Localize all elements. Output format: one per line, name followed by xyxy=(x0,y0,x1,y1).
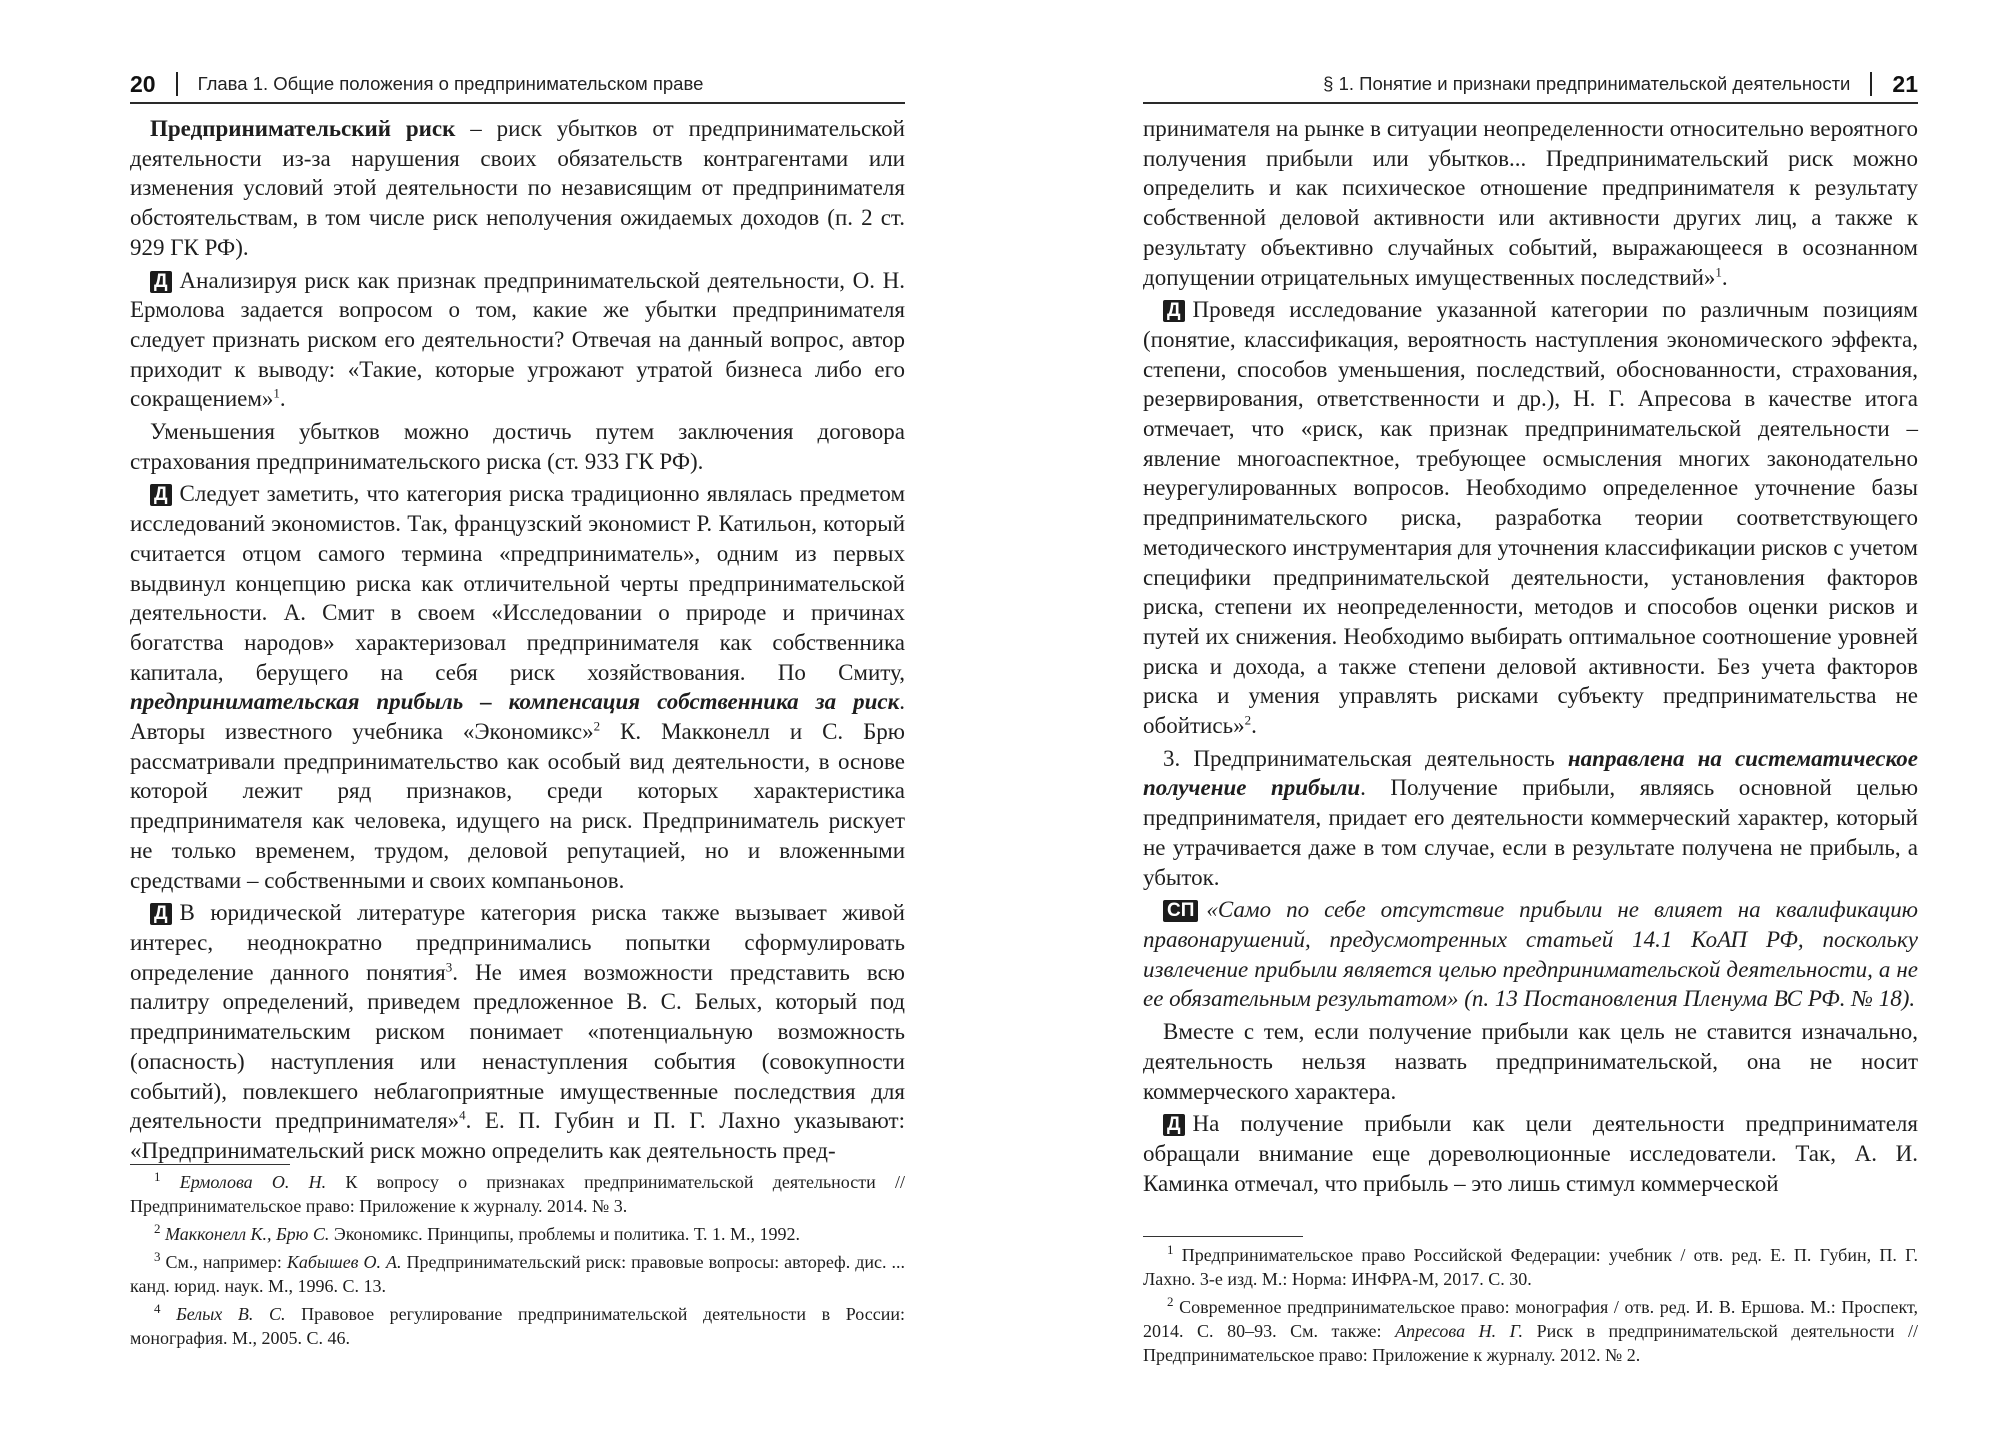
marker-badge: Д xyxy=(150,903,172,925)
footnote-ref: 3 xyxy=(154,1249,161,1264)
text-run: . xyxy=(1251,713,1257,739)
paragraph xyxy=(1143,895,1918,1014)
right-body-text xyxy=(1143,114,1918,1201)
text-run: направлена на систематическое получение прибыли xyxy=(1143,745,1919,801)
right-footnote-rule xyxy=(1143,1236,1303,1237)
text-run: На получение прибыли как цели деятельности предпринимателя обращали внимание еще дореволюционные исследователи. Так, А. И. Каминка отмечал, что прибыль – это лишь стимул коммерческой xyxy=(1143,1111,1918,1196)
text-run: К. Макконелл и С. Брю рассматривали предпринимательство как особый вид деятельности, в основе которой лежит ряд признаков, среди которых характеристика предпринимателя как человека, идущего на риск. Предприниматель рискует не только временем, трудом, деловой репутацией, но и вложенными средствами – собственными и своих компаньонов. xyxy=(130,719,905,893)
text-run: Ермолова О. Н. xyxy=(179,1172,327,1192)
text-run: В юридической литературе категория риска также вызывает живой интерес, неоднократно предпринимались попытки сформулировать определение данного понятия xyxy=(130,900,905,985)
text-run: . Авторы известного учебника «Экономикс» xyxy=(130,689,905,745)
marker-badge: Д xyxy=(1163,300,1185,322)
paragraph xyxy=(1143,744,1918,893)
paragraph xyxy=(130,417,905,476)
text-run: К вопросу о признаках предпринимательской деятельности // Предпринимательское право: Приложение к журналу. 2014. № 3. xyxy=(130,1172,905,1216)
text-run: . Е. П. Губин и П. Г. Лахно указывают: «Предпринимательский риск можно определить как деятельность пред- xyxy=(130,1108,905,1163)
text-run: Макконелл К., Брю С. xyxy=(165,1224,330,1244)
text-run: Уменьшения убытков можно достичь путем заключения договора страхования предпринимательского риска (ст. 933 ГК РФ). xyxy=(130,419,905,474)
text-run: . Получение прибыли, являясь основной целью предпринимателя, придает его деятельности коммерческий характер, который не утрачивается даже в том случае, если в результате получена не прибыль, а убыток. xyxy=(1143,775,1918,890)
footnote-ref: 1 xyxy=(273,385,280,401)
footnote-ref: 1 xyxy=(1715,263,1722,279)
paragraph xyxy=(1143,1243,1918,1291)
marker-badge: СП xyxy=(1163,900,1198,922)
text-run: «Само по себе отсутствие прибыли не влияет на квалификацию правонарушений, предусмотренных статьей 14.1 КоАП РФ, поскольку извлечение прибыли является целью предпринимательской деятельности, а не ее обязательным результатом» (п. 13 Постановления Пленума ВС РФ. № 18). xyxy=(1143,897,1918,1012)
text-run xyxy=(161,1172,180,1192)
footnote-ref: 2 xyxy=(1167,1294,1174,1309)
paragraph xyxy=(130,1302,905,1350)
text-run: Предпринимательское право Российской Федерации: учебник / отв. ред. Е. П. Губин, П. Г. Лахно. 3-е изд. М.: Норма: ИНФРА-М, 2017. С. 30. xyxy=(1143,1245,1918,1289)
text-run: . xyxy=(1721,264,1728,290)
footnote-ref: 1 xyxy=(1167,1242,1174,1257)
footnote-ref: 2 xyxy=(154,1221,161,1236)
paragraph xyxy=(130,114,905,263)
left-page-number: 20 xyxy=(130,70,156,97)
text-run: Анализируя риск как признак предпринимательской деятельности, О. Н. Ермолова задается вопросом о том, какие же убытки предпринимателя следует признать риском его деятельности? Отвечая на данный вопрос, автор приходит к выводу: «Такие, которые угрожают утратой бизнеса либо его сокращением» xyxy=(130,267,905,412)
text-run: Предпринимательский риск xyxy=(150,116,456,141)
footnote-ref: 4 xyxy=(459,1107,466,1123)
text-run: Экономикс. Принципы, проблемы и политика. Т. 1. М., 1992. xyxy=(329,1224,801,1244)
text-run: . Не имея возможности представить всю палитру определений, приведем предложенное В. С. Белых, который под предпринимательским риском понимает «потенциальную возможность (опасность) наступления или ненаступления события (совокупности событий), повлекшего неблагоприятные имущественные последствия для деятельности предпринимателя» xyxy=(130,959,905,1134)
text-run: Риск в предпринимательской деятельности // Предпринимательское право: Приложение к журналу. 2012. № 2. xyxy=(1143,1321,1918,1365)
text-run xyxy=(161,1304,177,1324)
paragraph xyxy=(130,1170,905,1218)
marker-badge: Д xyxy=(150,484,172,506)
text-run: Предпринимательский риск: правовые вопросы: автореф. дис. ... канд. юрид. наук. М., 1996. С. 13. xyxy=(130,1252,905,1296)
text-run: См., например: xyxy=(160,1252,287,1272)
text-run: – риск убытков от предпринимательской деятельности из-за нарушения своих обязательств контрагентами или изменения условий этой деятельности по независящим от предпринимателя обстоятельствам, в том числе риск неполучения ожидаемых доходов (п. 2 ст. 929 ГК РФ). xyxy=(130,116,905,260)
paragraph xyxy=(130,479,905,895)
running-head-divider xyxy=(1870,72,1872,96)
text-run: принимателя на рынке в ситуации неопределенности относительно вероятного получения прибыли или убытков... Предпринимательский риск можно определить и как психическое отношение предпринимателя к результату собственной деловой активности или активности других лиц, а также к результату объективно случайных событий, выражающееся в осознанном допущении отрицательных имущественных последствий» xyxy=(1143,116,1918,290)
text-run: Апресова Н. Г. xyxy=(1395,1321,1524,1341)
paragraph xyxy=(130,1222,905,1246)
paragraph xyxy=(130,898,905,1165)
left-running-title: Глава 1. Общие положения о предпринимательском праве xyxy=(197,73,704,94)
paragraph xyxy=(130,1250,905,1298)
text-run: Современное предпринимательское право: монография / отв. ред. И. В. Ершова. М.: Проспект, 2014. С. 80–93. См. также: xyxy=(1143,1297,1918,1341)
running-head-divider xyxy=(176,72,178,96)
text-run: предпринимательская прибыль – компенсация собственника за риск xyxy=(130,689,900,715)
paragraph xyxy=(130,266,905,415)
text-run: Следует заметить, что категория риска традиционно являлась предметом исследований экономистов. Так, французский экономист Р. Катильон, который считается отцом самого термина «предприниматель», одним из первых выдвинул концепцию риска как отличительной черты предпринимательской деятельности. А. Смит в своем «Исследовании о природе и причинах богатства народов» характеризовал предпринимателя как собственника капитала, берущего на себя риск хозяйствования. По Смиту, xyxy=(130,481,905,685)
text-run: Белых В. С. xyxy=(176,1304,286,1324)
left-running-head xyxy=(130,66,905,104)
left-body-text xyxy=(130,114,905,1169)
left-footnotes xyxy=(130,1170,905,1354)
right-footnotes xyxy=(1143,1243,1918,1371)
right-page-number: 21 xyxy=(1892,70,1918,97)
text-run: Кабышев О. А. xyxy=(286,1252,402,1272)
footnote-ref: 2 xyxy=(593,718,601,734)
paragraph xyxy=(1143,1109,1918,1198)
footnote-ref: 1 xyxy=(154,1169,161,1184)
text-run: Проведя исследование указанной категории по различным позициям (понятие, классификация, вероятность наступления экономического эффекта, степени, способов уменьшения, последствий, обоснованности, страхования, резервирования, ответственности и др.), Н. Г. Апресова в качестве итога отмечает, что «риск, как признак предпринимательской деятельности – явление многоаспектное, требующее осмысления многих законодательно неурегулированных вопросов. Необходимо определенное уточнение базы предпринимательского риска, разработка теории соответствующего методического инструментария для уточнения классификации рисков с учетом специфики предпринимательской деятельности, установления факторов риска, степени их неопределенности, методов и способов оценки рисков и путей их снижения. Необходимо выбирать оптимальное соотношение уровней риска и дохода, а также степени деловой активности. Без учета факторов риска и умения управлять рисками субъекту предпринимательства не обойтись» xyxy=(1143,297,1918,739)
paragraph xyxy=(1143,114,1918,292)
right-page xyxy=(1143,0,1918,1441)
right-running-head xyxy=(1143,66,1918,104)
footnote-ref: 3 xyxy=(445,959,453,975)
text-run: Вместе с тем, если получение прибыли как цель не ставится изначально, деятельность нельзя назвать предпринимательской, она не носит коммерческого характера. xyxy=(1143,1019,1918,1104)
right-running-title: § 1. Понятие и признаки предпринимательской деятельности xyxy=(1323,73,1851,94)
left-footnote-rule xyxy=(130,1164,290,1165)
text-run: . xyxy=(279,386,286,412)
text-run: Правовое регулирование предпринимательской деятельности в России: монография. М., 2005. С. 46. xyxy=(130,1304,905,1348)
paragraph xyxy=(1143,1017,1918,1106)
left-page xyxy=(130,0,905,1441)
marker-badge: Д xyxy=(150,271,172,293)
paragraph xyxy=(1143,295,1918,741)
footnote-ref: 4 xyxy=(154,1301,161,1316)
marker-badge: Д xyxy=(1163,1114,1185,1136)
footnote-ref: 2 xyxy=(1244,712,1252,728)
text-run: 3. Предпринимательская деятельность xyxy=(1163,745,1568,771)
paragraph xyxy=(1143,1295,1918,1367)
